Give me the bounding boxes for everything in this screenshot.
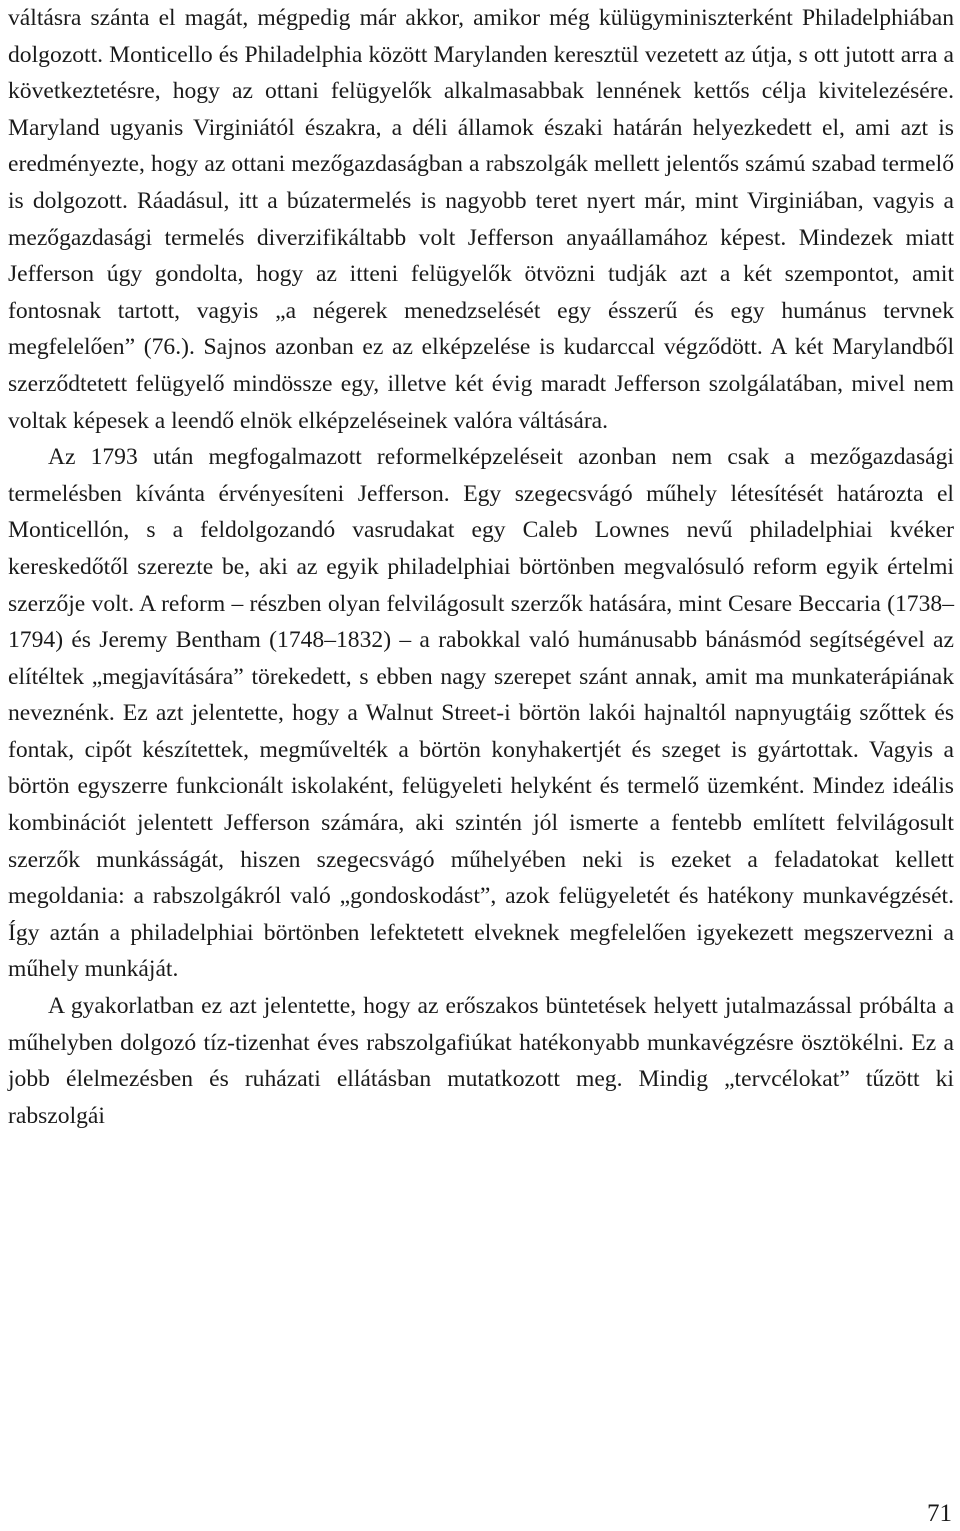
body-paragraph-3: A gyakorlatban ez azt jelentette, hogy az erőszakos büntetések helyett jutalmazással próbálta a műhelyben dolgozó tíz-tizenhat éves rabszolgafiúkat hatékonyabb munkavégzésre ösztökélni. Ez a jobb élelmezésben és ruházati ellátásban mutatkozott meg. Mindig „tervcélokat” tűzött ki rabszolgái (8, 993, 954, 1129)
body-paragraph-2: Az 1793 után megfogalmazott reformelképzeléseit azonban nem csak a mezőgazdasági termelésben kívánta érvényesíteni Jefferson. Egy szegecsvágó műhely létesítését határozta el Monticellón, s a feldolgozandó vasrudakat egy Caleb Lownes nevű philadelphiai kvéker kereskedőtől szerezte be, aki az egyik philadelphiai börtönben megvalósuló reform egyik értelmi szerzője volt. A reform – részben olyan felvilágosult szerzők hatására, mint Cesare Beccaria (1738–1794) és Jeremy Bentham (1748–1832) – a rabokkal való humánusabb bánásmód segítségével az elítéltek „megjavítására” törekedett, s ebben nagy szerepet szánt annak, amit ma munkaterápiának neveznénk. Ez azt jelentette, hogy a Walnut Street-i börtön lakói hajnaltól napnyugtáig szőttek és fontak, cipőt készítettek, megművelték a börtön konyhakertjét és szeget is gyártottak. Vagyis a börtön egyszerre funkcionált iskolaként, felügyeleti helyként és termelő üzemként. Mindez ideális kombinációt jelentett Jefferson számára, aki szintén jól ismerte a fentebb említett felvilágosult szerzők munkásságát, hiszen szegecsvágó műhelyében neki is ezeket a feladatokat kellett megoldania: a rabszolgákról való „gondoskodást”, azok felügyeletét és hatékony munkavégzését. Így aztán a philadelphiai börtönben lefektetett elveknek megfelelően igyekezett megszervezni a műhely munkáját. (8, 444, 954, 983)
document-page (8, 0, 954, 1134)
page-number: 71 (927, 1500, 952, 1527)
body-paragraph-1: váltásra szánta el magát, mégpedig már akkor, amikor még külügyminiszterként Philadelphiában dolgozott. Monticello és Philadelphia között Marylanden keresztül vezetett az útja, s ott jutott arra a következtetésre, hogy az ottani felügyelők alkalmasabbak lennének kettős célja kivitelezésére. Maryland ugyanis Virginiától északra, a déli államok északi határán helyezkedett el, ami azt is eredményezte, hogy az ottani mezőgazdaságban a rabszolgák mellett jelentős számú szabad termelő is dolgozott. Ráadásul, itt a búzatermelés is nagyobb teret nyert már, mint Virginiában, vagyis a mezőgazdasági termelés diverzifikáltabb volt Jefferson anyaállamához képest. Mindezek miatt Jefferson úgy gondolta, hogy az itteni felügyelők ötvözni tudják azt a két szempontot, amit fontosnak tartott, vagyis „a négerek menedzselését egy ésszerű és egy humánus tervnek megfelelően” (76.). Sajnos azonban ez az elképzelése is kudarccal végződött. A két Marylandből szerződtetett felügyelő mindössze egy, illetve két évig maradt Jefferson szolgálatában, mivel nem voltak képesek a leendő elnök elképzeléseinek valóra váltására. (8, 5, 954, 434)
